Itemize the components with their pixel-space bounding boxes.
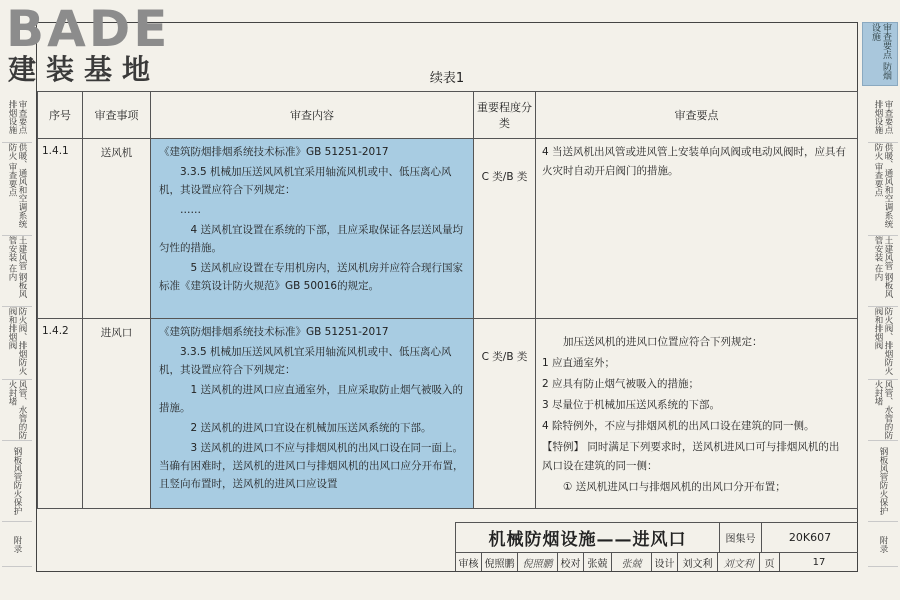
- table-row: [38, 319, 858, 509]
- reviewer-signature: 倪照鹏: [518, 553, 558, 571]
- row-points: [536, 139, 858, 319]
- point-line: 4 当送风机出风管或进风管上安装单向风阀或电动风阀时，应具有火灾时自动开启阀门的措施。: [542, 146, 847, 177]
- right-tab-0[interactable]: 审查要点 排烟设施: [868, 100, 898, 143]
- content-line: 2 送风机的进风口宜设在机械加压送风系统的下部。: [190, 422, 432, 434]
- atlas-label: 图集号: [720, 523, 762, 553]
- page-frame: [36, 22, 858, 572]
- point-line: ① 送风机进风口与排烟风机的出风口分开布置；: [563, 481, 786, 493]
- point-line: 1 应直通室外；: [542, 357, 616, 369]
- row-number: 1.4.1: [38, 139, 83, 319]
- left-tab-1[interactable]: 供暖、通风和空调系统防火 审查要点: [2, 143, 32, 236]
- watermark-brand: BADE: [6, 0, 171, 58]
- atlas-number: 20K607: [762, 523, 858, 553]
- tab-current-section[interactable]: 审查要点 防烟设施: [862, 22, 898, 86]
- design-label: 设计: [652, 553, 678, 571]
- row-content: [151, 319, 474, 509]
- right-tab-4[interactable]: 风管、水管的防火封堵: [868, 380, 898, 441]
- right-tab-2[interactable]: 土建风管 钢板风管安装 在内: [868, 236, 898, 307]
- content-line: 5 送风机应设置在专用机房内，送风机房并应符合现行国家标准《建筑设计防火规范》GB 50016的规定。: [159, 262, 464, 292]
- content-line: ……: [180, 204, 201, 216]
- right-tab-strip: [868, 100, 898, 567]
- left-tab-2[interactable]: 土建风管 钢板风管安装 在内: [2, 236, 32, 307]
- content-line: 1 送风机的进风口应直通室外，且应采取防止烟气被吸入的措施。: [159, 384, 464, 414]
- table-header-row: [38, 92, 858, 139]
- row-points: [536, 319, 858, 509]
- watermark-logo: [6, 0, 171, 86]
- point-line: 4 除特例外，不应与排烟风机的出风口设在建筑的同一侧。: [542, 420, 815, 432]
- left-tab-5[interactable]: 钢板风管防火保护: [2, 441, 32, 522]
- content-line: 《建筑防烟排烟系统技术标准》GB 51251-2017: [159, 146, 389, 158]
- row-item: 进风口: [83, 319, 151, 509]
- header-grade: 重要程度分类: [474, 92, 536, 139]
- content-line: 4 送风机宜设置在系统的下部，且应采取保证各层送风量均匀性的措施。: [159, 224, 464, 254]
- page-number: 17: [812, 556, 826, 568]
- point-line: 3 尽量位于机械加压送风系统的下部。: [542, 399, 721, 411]
- checker-name: 张兢: [584, 553, 612, 571]
- point-line: 【特例】 同时满足下列要求时，送风机进风口可与排烟风机的出风口设在建筑的同一侧：: [542, 441, 840, 472]
- right-tab-5[interactable]: 钢板风管防火保护: [868, 441, 898, 522]
- point-line: 2 应具有防止烟气被吸入的措施；: [542, 378, 700, 390]
- row-content: [151, 139, 474, 319]
- review-label: 审核: [456, 553, 482, 571]
- right-tab-1[interactable]: 供暖、通风和空调系统防火 审查要点: [868, 143, 898, 236]
- row-grade: C 类/B 类: [474, 139, 536, 319]
- row-number: 1.4.2: [38, 319, 83, 509]
- row-grade: C 类/B 类: [474, 319, 536, 509]
- review-table: [37, 91, 858, 509]
- left-tab-0[interactable]: 审查要点 排烟设施: [2, 100, 32, 143]
- left-tab-strip: [2, 100, 32, 567]
- left-tab-3[interactable]: 防火阀、排烟防火阀和排烟阀: [2, 307, 32, 380]
- content-line: 《建筑防烟排烟系统技术标准》GB 51251-2017: [159, 326, 389, 338]
- drawing-title: 机械防烟设施——进风口: [456, 523, 720, 553]
- left-tab-6[interactable]: 附录: [2, 522, 32, 567]
- point-line: 加压送风机的进风口位置应符合下列规定：: [563, 336, 763, 348]
- header-content: 审查内容: [151, 92, 474, 139]
- table-caption: 续表1: [429, 71, 465, 86]
- right-tab-6[interactable]: 附录: [868, 522, 898, 567]
- right-tab-3[interactable]: 防火阀、排烟防火阀和排烟阀: [868, 307, 898, 380]
- header-item: 审查事项: [83, 92, 151, 139]
- content-line: 3 送风机的进风口不应与排烟风机的出风口设在同一面上。当确有困难时，送风机的进风口与排烟风机的出风口应分开布置，且竖向布置时，送风机的进风口应设置: [159, 442, 464, 490]
- left-tab-4[interactable]: 风管、水管的防火封堵: [2, 380, 32, 441]
- signature-row: [456, 553, 858, 571]
- row-item: 送风机: [83, 139, 151, 319]
- header-no: 序号: [38, 92, 83, 139]
- page-label: 页: [760, 553, 780, 571]
- reviewer-name: 倪照鹏: [482, 553, 518, 571]
- check-label: 校对: [558, 553, 584, 571]
- checker-signature: 张兢: [612, 553, 652, 571]
- designer-name: 刘文利: [678, 553, 718, 571]
- table-row: [38, 139, 858, 319]
- content-line: 3.3.5 机械加压送风风机宜采用轴流风机或中、低压离心风机，其设置应符合下列规定：: [159, 166, 452, 196]
- watermark-subtitle: 建装基地: [8, 53, 161, 86]
- title-block: [455, 522, 858, 571]
- designer-signature: 刘文利: [718, 553, 760, 571]
- header-points: 审查要点: [536, 92, 858, 139]
- content-line: 3.3.5 机械加压送风风机宜采用轴流风机或中、低压离心风机，其设置应符合下列规定：: [159, 346, 452, 376]
